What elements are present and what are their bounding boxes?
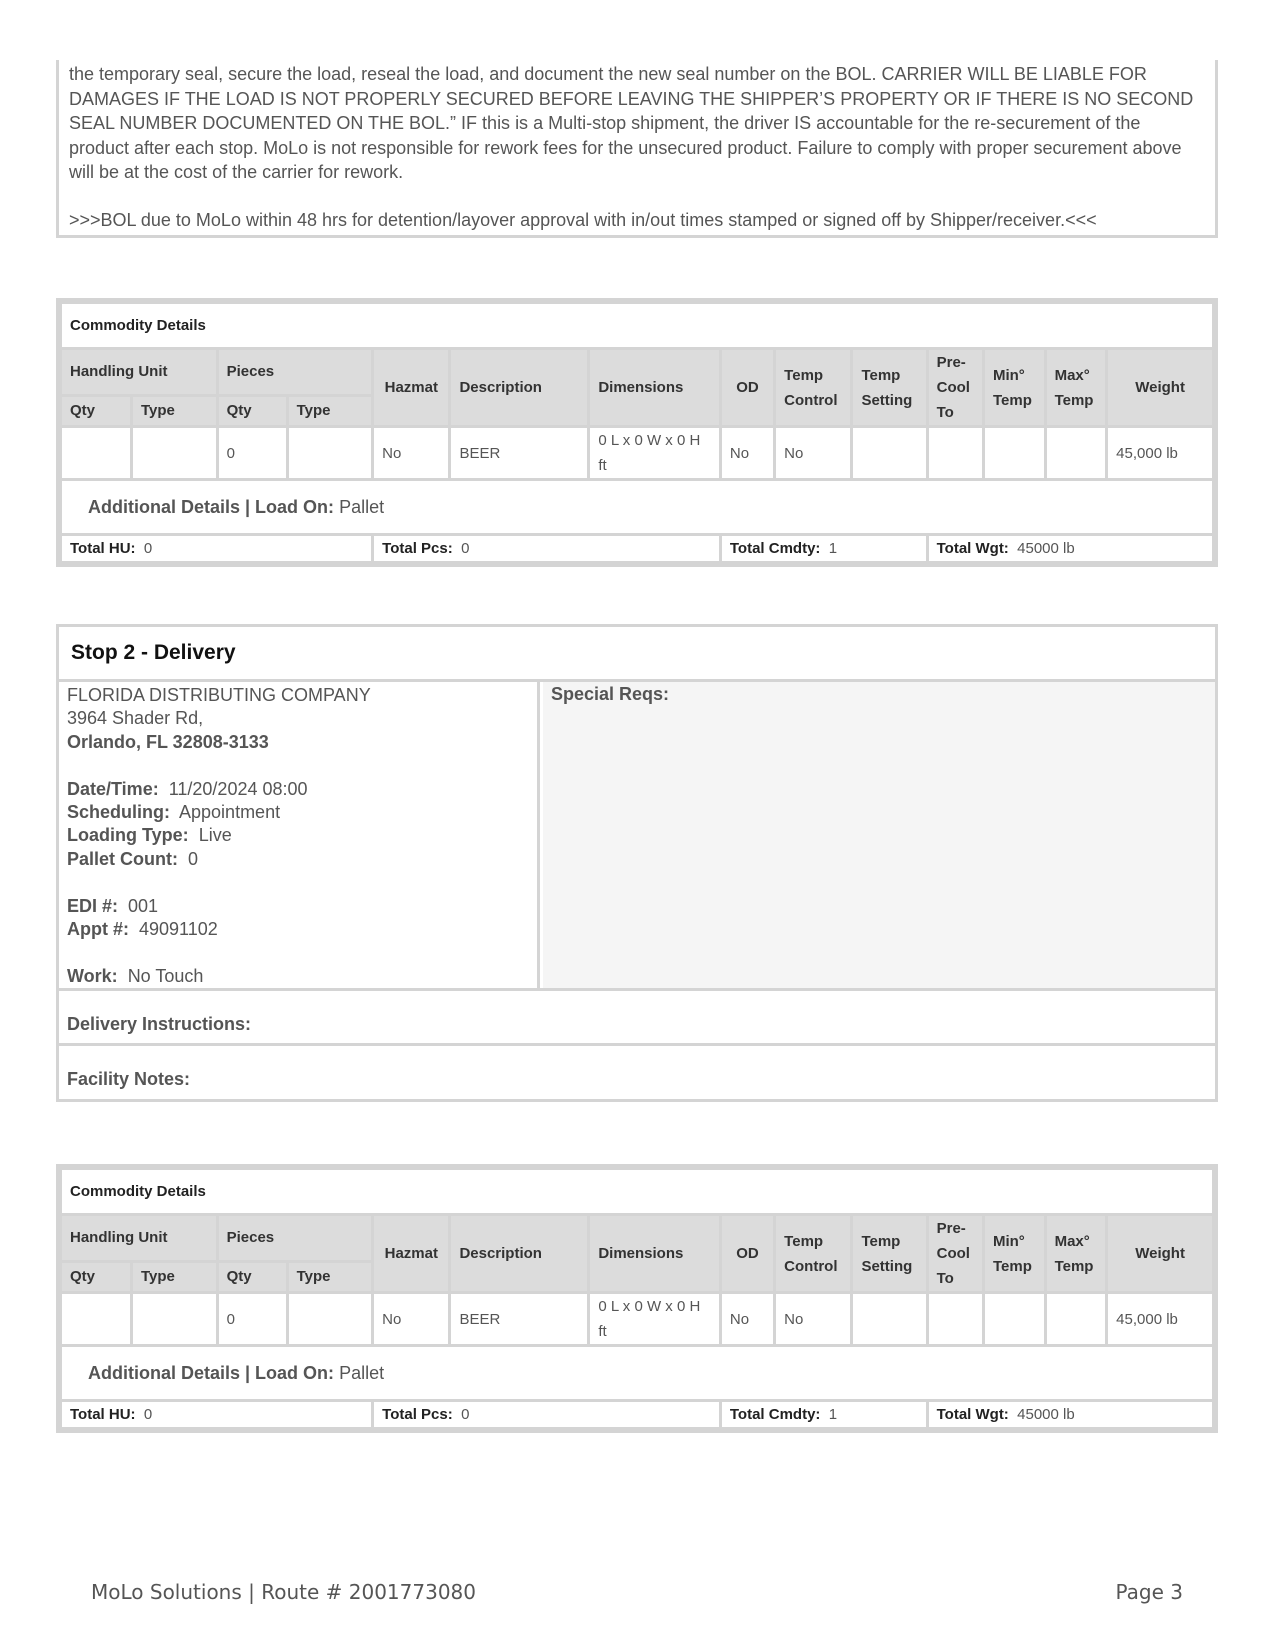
total-hu-label: Total HU: xyxy=(70,1406,136,1423)
cell-temp-setting xyxy=(852,427,927,480)
scheduling-row xyxy=(67,801,529,824)
total-pcs xyxy=(373,535,721,563)
facility-notes: Facility Notes: xyxy=(67,1069,191,1089)
cell-pre-cool-to xyxy=(927,427,983,480)
col-description: Description xyxy=(450,349,589,427)
bol-note: >>>BOL due to MoLo within 48 hrs for detention/layover approval with in/out times stamped or signed off by Shipper/receiver.<<< xyxy=(69,209,1097,230)
total-pcs-label: Total Pcs: xyxy=(382,1406,453,1423)
edi-value: 001 xyxy=(128,895,159,916)
total-cmdty-label: Total Cmdty: xyxy=(729,540,821,557)
scheduling-label: Scheduling: xyxy=(67,802,170,823)
col-handling-unit: Handling Unit xyxy=(61,1215,218,1262)
cell-hu-qty xyxy=(61,1293,132,1346)
col-min-temp: Min° Temp xyxy=(983,349,1045,427)
cell-pcs-qty: 0 xyxy=(217,1293,287,1346)
cell-min-temp xyxy=(983,1293,1045,1346)
cell-description: BEER xyxy=(450,1293,589,1346)
col-hazmat: Hazmat xyxy=(373,349,450,427)
total-cmdty xyxy=(720,535,927,563)
total-cmdty xyxy=(720,1401,927,1429)
total-wgt-label: Total Wgt: xyxy=(936,540,1009,557)
loading-type-label: Loading Type: xyxy=(67,825,189,846)
cell-weight: 45,000 lb xyxy=(1107,427,1214,480)
cell-hu-qty xyxy=(61,427,132,480)
col-pcs-type: Type xyxy=(287,395,373,426)
total-hu xyxy=(61,1401,373,1429)
additional-details-label: Additional Details | Load On: xyxy=(88,496,335,517)
delivery-instructions: Delivery Instructions: xyxy=(59,991,1215,1046)
work-label: Work: xyxy=(67,965,118,986)
edi-label: EDI #: xyxy=(67,895,119,916)
cell-max-temp xyxy=(1045,1293,1107,1346)
cell-od: No xyxy=(720,1293,774,1346)
col-od: OD xyxy=(720,349,774,427)
col-hu-type: Type xyxy=(132,395,218,426)
loading-type-row xyxy=(67,824,529,847)
footer-route: MoLo Solutions | Route # 2001773080 xyxy=(91,1580,476,1604)
stop-title: Stop 2 - Delivery xyxy=(59,627,1215,682)
col-max-temp: Max° Temp xyxy=(1045,349,1107,427)
cell-max-temp xyxy=(1045,427,1107,480)
pallet-count-label: Pallet Count: xyxy=(67,848,178,869)
additional-details xyxy=(61,1346,1214,1401)
total-pcs-value: 0 xyxy=(461,1406,470,1423)
scheduling-value: Appointment xyxy=(179,802,281,823)
company-name: FLORIDA DISTRIBUTING COMPANY xyxy=(67,685,371,705)
cell-temp-setting xyxy=(852,1293,927,1346)
cell-min-temp xyxy=(983,427,1045,480)
total-hu-value: 0 xyxy=(143,1406,153,1423)
col-temp-control: Temp Control xyxy=(775,1215,852,1293)
total-wgt-value: 45000 lb xyxy=(1017,540,1075,557)
special-reqs xyxy=(543,682,1215,988)
total-cmdty-value: 1 xyxy=(828,1406,838,1423)
col-temp-setting: Temp Setting xyxy=(852,349,927,427)
col-temp-control: Temp Control xyxy=(775,349,852,427)
edi-row xyxy=(67,895,529,918)
load-on-value: Pallet xyxy=(339,496,385,517)
total-hu xyxy=(61,535,373,563)
col-hu-qty: Qty xyxy=(61,1261,132,1292)
col-max-temp: Max° Temp xyxy=(1045,1215,1107,1293)
pallet-count-row xyxy=(67,848,529,871)
col-hazmat: Hazmat xyxy=(373,1215,450,1293)
additional-details-label: Additional Details | Load On: xyxy=(88,1362,335,1383)
additional-details xyxy=(61,480,1214,535)
commodity-details-1 xyxy=(56,298,1218,567)
col-weight: Weight xyxy=(1107,349,1214,427)
city-state-zip: Orlando, FL 32808-3133 xyxy=(67,731,269,752)
col-pre-cool-to: Pre-Cool To xyxy=(927,349,983,427)
col-pcs-qty: Qty xyxy=(217,1261,287,1292)
total-cmdty-value: 1 xyxy=(828,540,838,557)
special-reqs-label: Special Reqs: xyxy=(551,684,670,704)
col-pcs-type: Type xyxy=(287,1261,373,1292)
total-wgt-value: 45000 lb xyxy=(1017,1406,1075,1423)
work-row xyxy=(67,965,529,988)
appt-value: 49091102 xyxy=(139,919,218,940)
cell-pcs-type xyxy=(287,1293,373,1346)
datetime-value: 11/20/2024 08:00 xyxy=(168,778,308,799)
col-pieces: Pieces xyxy=(217,1215,373,1262)
cell-hu-type xyxy=(132,427,218,480)
col-hu-qty: Qty xyxy=(61,395,132,426)
cell-dimensions: 0 L x 0 W x 0 H ft xyxy=(589,427,721,480)
cell-od: No xyxy=(720,427,774,480)
datetime-row xyxy=(67,778,529,801)
col-pre-cool-to: Pre-Cool To xyxy=(927,1215,983,1293)
commodity-title: Commodity Details xyxy=(61,303,1214,349)
total-cmdty-label: Total Cmdty: xyxy=(729,1406,821,1423)
work-value: No Touch xyxy=(127,965,204,986)
col-od: OD xyxy=(720,1215,774,1293)
loading-type-value: Live xyxy=(198,825,232,846)
col-min-temp: Min° Temp xyxy=(983,1215,1045,1293)
datetime-label: Date/Time: xyxy=(67,778,159,799)
cell-hazmat: No xyxy=(373,1293,450,1346)
col-pieces: Pieces xyxy=(217,349,373,396)
cell-description: BEER xyxy=(450,427,589,480)
cell-hazmat: No xyxy=(373,427,450,480)
cell-temp-control: No xyxy=(775,1293,852,1346)
col-temp-setting: Temp Setting xyxy=(852,1215,927,1293)
col-pcs-qty: Qty xyxy=(217,395,287,426)
cell-pre-cool-to xyxy=(927,1293,983,1346)
col-dimensions: Dimensions xyxy=(589,1215,721,1293)
col-description: Description xyxy=(450,1215,589,1293)
stop-address-details xyxy=(59,682,540,988)
stop-2-delivery xyxy=(56,624,1218,1102)
instructions-paragraph: the temporary seal, secure the load, reseal the load, and document the new seal number on the BOL. CARRIER WILL BE LIABLE FOR DAMAGES IF THE LOAD IS NOT PROPERLY SECURED BEFORE LEAVING THE SHIPPER’S PROPERTY OR IF THERE IS NO SECOND SEAL NUMBER DOCUMENTED ON THE BOL.” IF this is a Multi-stop shipment, the driver IS accountable for the re-securement of the product after each stop. MoLo is not responsible for rework fees for the unsecured product. Failure to comply with proper securement above will be at the cost of the carrier for rework. xyxy=(69,64,1194,182)
total-pcs xyxy=(373,1401,721,1429)
total-hu-label: Total HU: xyxy=(70,540,136,557)
cell-weight: 45,000 lb xyxy=(1107,1293,1214,1346)
cell-temp-control: No xyxy=(775,427,852,480)
address-line: 3964 Shader Rd, xyxy=(67,708,204,729)
col-hu-type: Type xyxy=(132,1261,218,1292)
appt-row xyxy=(67,918,529,941)
cell-pcs-type xyxy=(287,427,373,480)
load-on-value: Pallet xyxy=(339,1362,385,1383)
instructions-box xyxy=(56,60,1218,238)
commodity-details-2 xyxy=(56,1164,1218,1433)
total-wgt xyxy=(927,1401,1213,1429)
stop-body xyxy=(59,682,1215,991)
col-handling-unit: Handling Unit xyxy=(61,349,218,396)
cell-pcs-qty: 0 xyxy=(217,427,287,480)
commodity-title: Commodity Details xyxy=(61,1169,1214,1215)
total-pcs-value: 0 xyxy=(461,540,470,557)
cell-dimensions: 0 L x 0 W x 0 H ft xyxy=(589,1293,721,1346)
total-hu-value: 0 xyxy=(143,540,153,557)
pallet-count-value: 0 xyxy=(188,848,199,869)
col-weight: Weight xyxy=(1107,1215,1214,1293)
col-dimensions: Dimensions xyxy=(589,349,721,427)
total-wgt-label: Total Wgt: xyxy=(936,1406,1009,1423)
appt-label: Appt #: xyxy=(67,919,129,940)
footer-page-number: Page 3 xyxy=(1115,1580,1183,1604)
total-pcs-label: Total Pcs: xyxy=(382,540,453,557)
total-wgt xyxy=(927,535,1213,563)
cell-hu-type xyxy=(132,1293,218,1346)
